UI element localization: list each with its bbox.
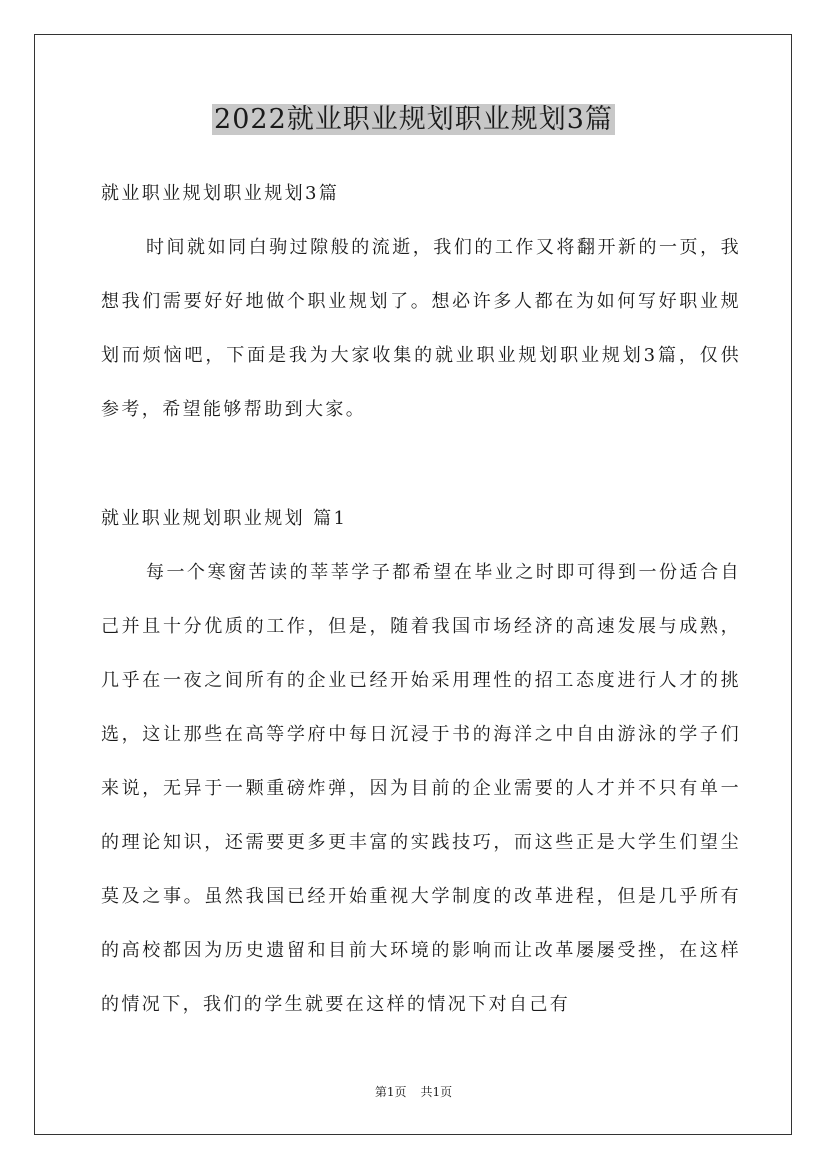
document-title <box>0 100 827 140</box>
document-title-text: 2022就业职业规划职业规划3篇 <box>214 104 613 135</box>
section-heading: 就业职业规划职业规划 篇1 <box>101 508 348 529</box>
page-footer <box>0 1084 827 1100</box>
page-number: 第1页 <box>374 1085 407 1099</box>
section-body-paragraph: 每一个寒窗苦读的莘莘学子都希望在毕业之时即可得到一份适合自己并且十分优质的工作，但是，随着我国市场经济的高速发展与成熟，几乎在一夜之间所有的企业已经开始采用理性的招工态度进行人才的挑选，这让那些在高等学府中每日沉浸于书的海洋之中自由游泳的学子们来说，无异于一颗重磅炸弹，因为目前的企业需要的人才并不只有单一的理论知识，还需要更多更丰富的实践技巧，而这些正是大学生们望尘莫及之事。虽然我国已经开始重视大学制度的改革进程，但是几乎所有的高校都因为历史遗留和目前大环境的影响而让改革屡屡受挫，在这样的情况下，我们的学生就要在这样的情况下对自己有 <box>101 562 741 1015</box>
document-subtitle: 就业职业规划职业规划3篇 <box>101 183 340 204</box>
page-total: 共1页 <box>420 1085 453 1099</box>
intro-paragraph: 时间就如同白驹过隙般的流逝，我们的工作又将翻开新的一页，我想我们需要好好地做个职业规划了。想必许多人都在为如何写好职业规划而烦恼吧，下面是我为大家收集的就业职业规划职业规划3篇，仅供参考，希望能够帮助到大家。 <box>101 237 741 420</box>
